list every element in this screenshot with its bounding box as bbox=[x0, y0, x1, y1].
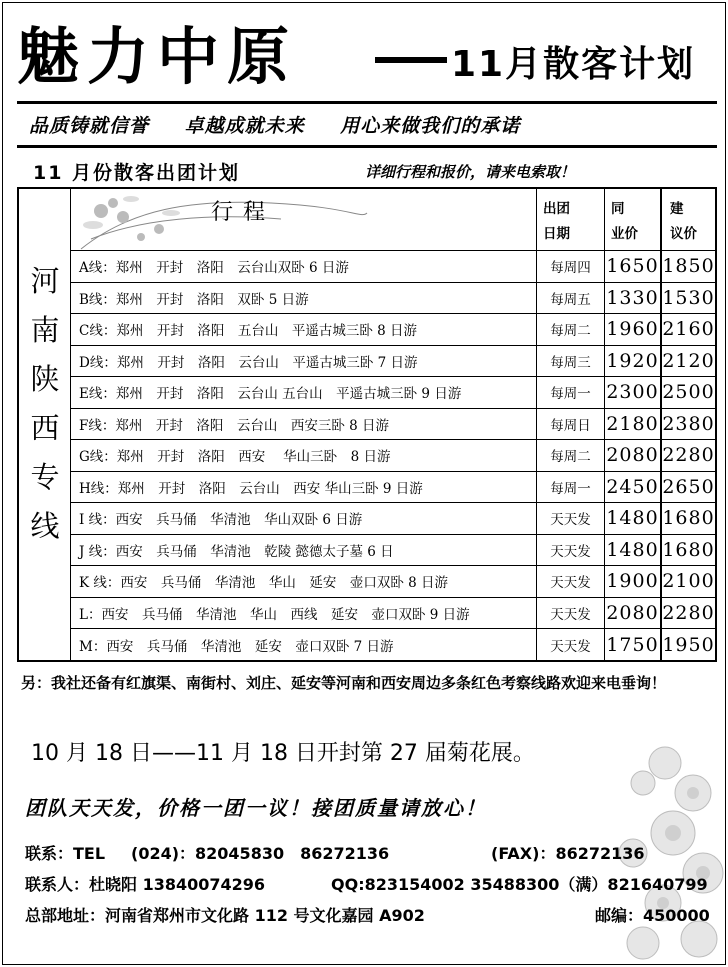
table-row bbox=[71, 251, 715, 283]
header-date bbox=[536, 189, 604, 250]
suggested-price-cell: 2280 bbox=[660, 440, 715, 471]
table-row bbox=[71, 535, 715, 567]
route-cell: H线：郑州 开封 洛阳 云台山 西安 华山三卧 9 日游 bbox=[79, 480, 423, 497]
tel-numbers: (024)：82045830 86272136 bbox=[131, 844, 390, 863]
plan-title: 11 月份散客出团计划 bbox=[33, 162, 241, 184]
suggested-price-cell: 2280 bbox=[660, 598, 715, 629]
header-suggested-line: 建 bbox=[670, 201, 684, 218]
address: 总部地址：河南省郑州市文化路 112 号文化嘉园 A902 bbox=[25, 906, 425, 925]
suggested-price-cell: 1530 bbox=[660, 283, 715, 314]
date-cell: 天天发 bbox=[536, 629, 604, 661]
peer-price-cell: 2080 bbox=[604, 598, 660, 629]
table-row bbox=[71, 314, 715, 346]
peer-price-cell: 1480 bbox=[604, 535, 660, 566]
date-cell: 天天发 bbox=[536, 566, 604, 597]
peer-price-cell: 1960 bbox=[604, 314, 660, 345]
fax-number: (FAX)：86272136 bbox=[491, 844, 645, 863]
peer-price-cell: 2180 bbox=[604, 409, 660, 440]
date-cell: 天天发 bbox=[536, 598, 604, 629]
postcode: 邮编：450000 bbox=[595, 906, 710, 925]
poster bbox=[2, 2, 726, 965]
suggested-price-cell: 2500 bbox=[660, 377, 715, 408]
tour-table bbox=[17, 187, 717, 662]
route-cell: K 线：西安 兵马俑 华清池 华山 延安 壶口双卧 8 日游 bbox=[79, 575, 449, 592]
side-char: 线 bbox=[30, 509, 60, 543]
side-char: 西 bbox=[30, 411, 60, 445]
divider bbox=[17, 101, 717, 104]
peer-price-cell: 1920 bbox=[604, 346, 660, 377]
side-char: 南 bbox=[30, 313, 60, 347]
table-row bbox=[71, 377, 715, 409]
date-cell: 天天发 bbox=[536, 503, 604, 534]
peer-price-cell: 2450 bbox=[604, 472, 660, 503]
date-cell: 每周二 bbox=[536, 314, 604, 345]
festival-note: 10 月 18 日——11 月 18 日开封第 27 届菊花展。 bbox=[31, 741, 535, 766]
table-row bbox=[71, 503, 715, 535]
suggested-price-cell: 1680 bbox=[660, 503, 715, 534]
plan-note: 详细行程和报价，请来电索取！ bbox=[365, 163, 576, 181]
route-cell: E线：郑州 开封 洛阳 云台山 五台山 平遥古城三卧 9 日游 bbox=[79, 386, 462, 403]
header-date-line: 日期 bbox=[543, 225, 570, 242]
table-row bbox=[71, 440, 715, 472]
suggested-price-cell: 1850 bbox=[660, 251, 715, 282]
table-row bbox=[71, 629, 715, 661]
table-row bbox=[71, 346, 715, 378]
side-label bbox=[19, 189, 71, 660]
suggested-price-cell: 2120 bbox=[660, 346, 715, 377]
poster-title: 魅力中原 bbox=[17, 20, 298, 93]
peer-price-cell: 1330 bbox=[604, 283, 660, 314]
side-label-text bbox=[27, 257, 63, 551]
header-suggested-line: 议价 bbox=[670, 225, 697, 242]
suggested-price-cell: 2100 bbox=[660, 566, 715, 597]
slogan: 卓越成就未来 bbox=[184, 115, 305, 137]
suggested-price-cell: 2650 bbox=[660, 472, 715, 503]
tel-label: 联系：TEL bbox=[25, 844, 106, 863]
suggested-price-cell: 1680 bbox=[660, 535, 715, 566]
route-cell: J 线：西安 兵马俑 华清池 乾陵 懿德太子墓 6 日 bbox=[79, 543, 394, 560]
date-cell: 每周一 bbox=[536, 472, 604, 503]
route-cell: C线：郑州 开封 洛阳 五台山 平遥古城三卧 8 日游 bbox=[79, 323, 418, 340]
side-char: 陕 bbox=[30, 362, 60, 396]
suggested-price-cell: 1950 bbox=[660, 629, 715, 661]
date-cell: 每周四 bbox=[536, 251, 604, 282]
header-peer-price bbox=[604, 189, 660, 250]
date-cell: 每周三 bbox=[536, 346, 604, 377]
poster-subtitle: 11月散客计划 bbox=[451, 44, 696, 85]
side-char: 河 bbox=[30, 264, 60, 298]
red-tour-note: 另：我社还备有红旗渠、南街村、刘庄、延安等河南和西安周边多条红色考察线路欢迎来电垂询！ bbox=[21, 674, 667, 692]
suggested-price-cell: 2380 bbox=[660, 409, 715, 440]
route-cell: D线：郑州 开封 洛阳 云台山 平遥古城三卧 7 日游 bbox=[79, 354, 418, 371]
date-cell: 每周二 bbox=[536, 440, 604, 471]
peer-price-cell: 1900 bbox=[604, 566, 660, 597]
slogan: 用心来做我们的承诺 bbox=[340, 115, 521, 137]
route-cell: G线：郑州 开封 洛阳 西安 华山三卧 8 日游 bbox=[79, 449, 391, 466]
slogan-line bbox=[29, 111, 709, 138]
contact-person: 联系人：杜晓阳 13840074296 bbox=[25, 875, 266, 894]
header-suggested-price bbox=[660, 189, 715, 250]
header-date-line: 出团 bbox=[543, 201, 570, 218]
table-header-row bbox=[71, 189, 715, 251]
table-row bbox=[71, 409, 715, 441]
side-char: 专 bbox=[30, 460, 60, 494]
date-cell: 每周一 bbox=[536, 377, 604, 408]
peer-price-cell: 1750 bbox=[604, 629, 660, 661]
qq-numbers: QQ:823154002 35488300（满）821640799 bbox=[331, 875, 708, 894]
route-cell: A线：郑州 开封 洛阳 云台山双卧 6 日游 bbox=[79, 260, 349, 277]
header-route: 行程 bbox=[211, 200, 276, 225]
route-cell: M：西安 兵马俑 华清池 延安 壶口双卧 7 日游 bbox=[79, 638, 394, 655]
route-cell: F线：郑州 开封 洛阳 云台山 西安三卧 8 日游 bbox=[79, 417, 390, 434]
date-cell: 每周五 bbox=[536, 283, 604, 314]
header-peer-line: 同 bbox=[611, 201, 625, 218]
header-peer-line: 业价 bbox=[611, 225, 638, 242]
table-row bbox=[71, 472, 715, 504]
table-row bbox=[71, 598, 715, 630]
date-cell: 每周日 bbox=[536, 409, 604, 440]
route-cell: L：西安 兵马俑 华清池 华山 西线 延安 壶口双卧 9 日游 bbox=[79, 606, 470, 623]
suggested-price-cell: 2160 bbox=[660, 314, 715, 345]
route-cell: B线：郑州 开封 洛阳 双卧 5 日游 bbox=[79, 291, 309, 308]
peer-price-cell: 2080 bbox=[604, 440, 660, 471]
peer-price-cell: 2300 bbox=[604, 377, 660, 408]
team-note: 团队天天发，价格一团一议！接团质量请放心！ bbox=[25, 796, 487, 820]
title-dash bbox=[375, 57, 447, 63]
tour-grid bbox=[71, 189, 715, 661]
route-cell: I 线：西安 兵马俑 华清池 华山双卧 6 日游 bbox=[79, 512, 363, 529]
table-row bbox=[71, 566, 715, 598]
slogan: 品质铸就信誉 bbox=[29, 115, 150, 137]
table-row bbox=[71, 283, 715, 315]
date-cell: 天天发 bbox=[536, 535, 604, 566]
divider bbox=[17, 145, 717, 148]
peer-price-cell: 1650 bbox=[604, 251, 660, 282]
peer-price-cell: 1480 bbox=[604, 503, 660, 534]
